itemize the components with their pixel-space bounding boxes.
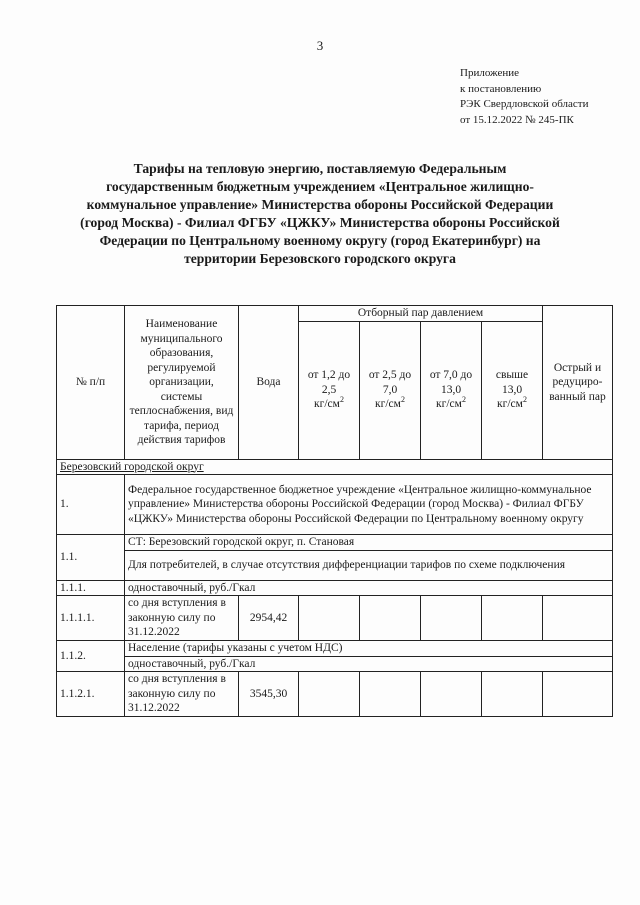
header-steam-1-range: от 1,2 до 2,5	[307, 369, 351, 396]
header-name: Наименование муниципального образования, регулируемой организации, системы теплоснабжения, вид тарифа, период действия тарифов	[125, 306, 239, 460]
header-steam-1-unit: кг/см	[314, 398, 340, 411]
table-row	[57, 672, 613, 717]
tariff-period: со дня вступления в законную силу по 31.12.2022	[125, 596, 239, 641]
appendix-line: к постановлению	[460, 82, 542, 95]
table-row	[57, 459, 613, 475]
header-steam-3-range: от 7,0 до 13,0	[429, 369, 473, 396]
water-tariff-value: 2954,42	[239, 596, 299, 641]
empty-cell	[543, 596, 613, 641]
header-steam-2-unit: кг/см	[375, 398, 401, 411]
empty-cell	[299, 672, 360, 717]
section-title-text: Березовский городской округ	[60, 460, 204, 473]
header-steam-4-range: свыше 13,0	[495, 369, 529, 396]
empty-cell	[299, 596, 360, 641]
appendix-line: РЭК Свердловской области	[460, 98, 589, 110]
header-steam-2	[360, 321, 421, 459]
tariff-table	[56, 305, 613, 717]
empty-cell	[360, 672, 421, 717]
empty-cell	[482, 596, 543, 641]
header-sharp-steam: Острый и редуциро-ванный пар	[543, 306, 613, 460]
header-steam-4-sup: 2	[522, 395, 527, 405]
header-steam-1	[299, 321, 360, 459]
row-number: 1.1.2.1.	[57, 672, 125, 717]
header-steam-2-sup: 2	[400, 395, 405, 405]
empty-cell	[421, 596, 482, 641]
table-row	[57, 535, 613, 551]
header-steam-3	[421, 321, 482, 459]
appendix-line: от 15.12.2022 № 245-ПК	[460, 113, 574, 126]
row-number: 1.1.1.1.	[57, 596, 125, 641]
table-row	[57, 475, 613, 535]
header-steam-2-range: от 2,5 до 7,0	[368, 369, 412, 396]
section-title	[57, 459, 613, 475]
header-number: № п/п	[57, 306, 125, 460]
appendix-line: Приложение	[460, 67, 520, 79]
consumer-group: Для потребителей, в случае отсутствия дифференциации тарифов по схеме подключения	[125, 550, 613, 580]
table-row	[57, 596, 613, 641]
row-number: 1.1.2.	[57, 641, 125, 672]
header-steam-4-unit: кг/см	[497, 398, 523, 411]
tariff-type: одноставочный, руб./Гкал	[125, 580, 613, 596]
header-water: Вода	[239, 306, 299, 460]
empty-cell	[360, 596, 421, 641]
heat-system-name: СТ: Березовский городской округ, п. Становая	[125, 535, 613, 551]
table-row	[57, 641, 613, 657]
consumer-group: Население (тарифы указаны с учетом НДС)	[125, 641, 613, 657]
page-number: 3	[316, 38, 324, 53]
empty-cell	[482, 672, 543, 717]
table-row	[57, 550, 613, 580]
document-title: Тарифы на тепловую энергию, поставляемую Федеральным государственным бюджетным учреждением «Центральное жилищно-коммунальное управление» Министерства обороны Российской Федерации (город Москва) - Филиал ФГБУ «ЦЖКУ» Министерства обороны Российской Федерации по Центральному военному округу (город Екатеринбург) на территории Березовского городского округа	[80, 161, 560, 266]
tariff-type: одноставочный, руб./Гкал	[125, 656, 613, 672]
water-tariff-value: 3545,30	[239, 672, 299, 717]
row-number: 1.	[57, 475, 125, 535]
row-number: 1.1.	[57, 535, 125, 581]
header-steam-3-sup: 2	[461, 395, 466, 405]
organization-name: Федеральное государственное бюджетное учреждение «Центральное жилищно-коммунальное управление» Министерства обороны Российской Федерации (город Москва) - Филиал ФГБУ «ЦЖКУ» Министерства обороны Российской Федерации по Центральному военному округу	[125, 475, 613, 535]
row-number: 1.1.1.	[57, 580, 125, 596]
appendix-block	[460, 66, 588, 128]
header-steam-1-sup: 2	[339, 395, 344, 405]
header-steam-3-unit: кг/см	[436, 398, 462, 411]
empty-cell	[421, 672, 482, 717]
empty-cell	[543, 672, 613, 717]
header-steam-group: Отборный пар давлением	[299, 306, 543, 322]
table-row	[57, 656, 613, 672]
table-row	[57, 580, 613, 596]
tariff-period: со дня вступления в законную силу по 31.12.2022	[125, 672, 239, 717]
header-steam-4	[482, 321, 543, 459]
